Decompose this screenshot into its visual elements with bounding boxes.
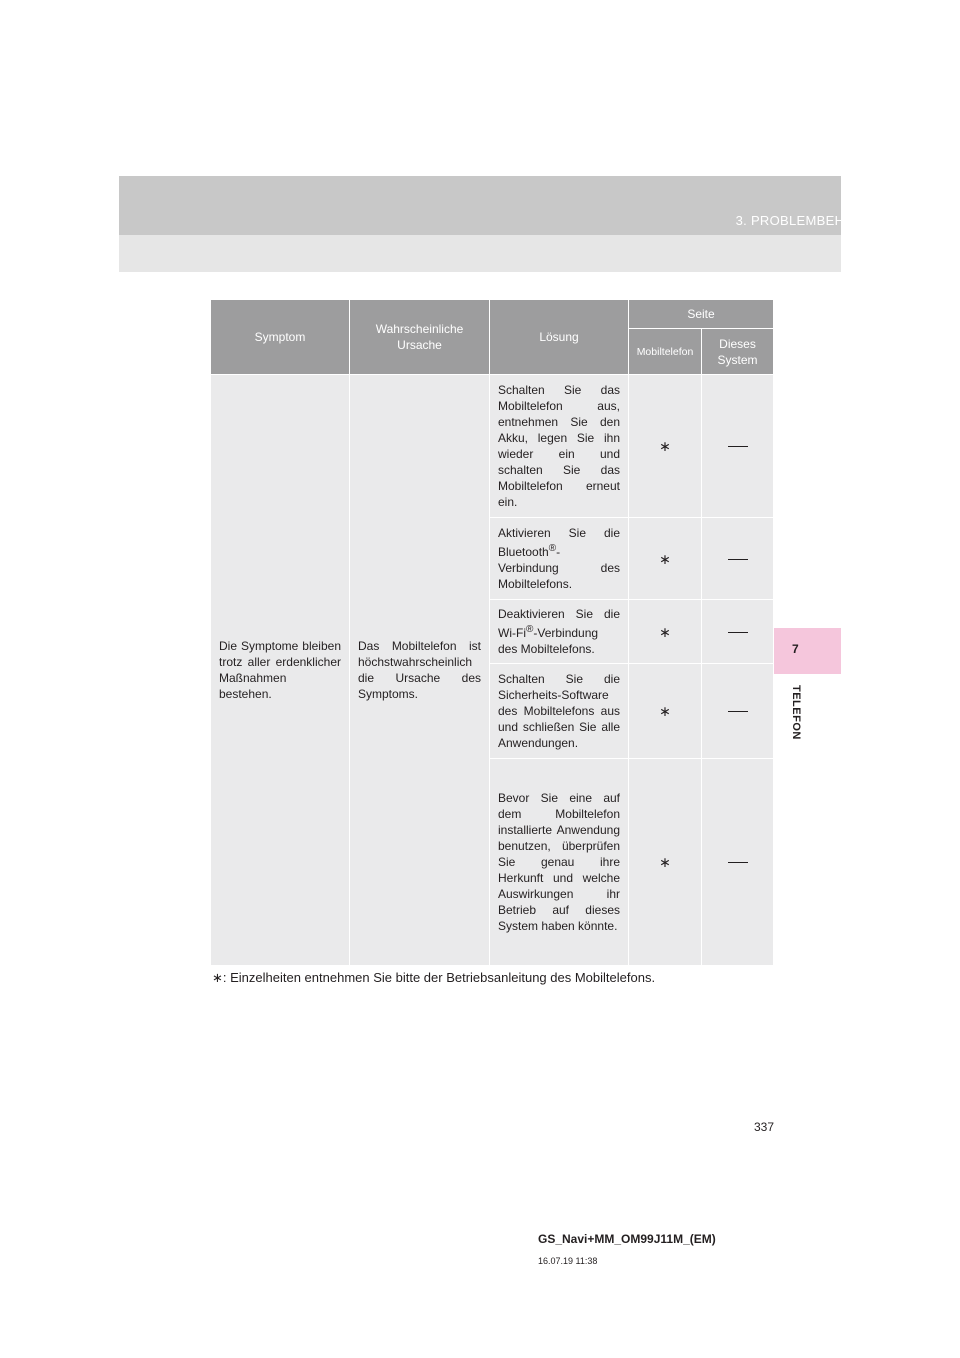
registered-mark: ® [525, 624, 534, 635]
dash-mark [728, 711, 748, 712]
solution-cell [490, 600, 629, 664]
solution-text: Aktivieren Sie die Bluetooth [498, 526, 620, 559]
chapter-label: TELEFON [790, 685, 802, 740]
page-system-cell [702, 759, 774, 966]
solution-text: -Verbindung des Mobiltelefons. [498, 626, 599, 656]
page-system-cell [702, 375, 774, 518]
solution-cell: Schalten Sie das Mobiltelefon aus, entnehmen Sie den Akku, legen Sie ihn wieder ein und schalten Sie das Mobiltelefon erneut ein. [490, 375, 629, 518]
dash-mark [728, 632, 748, 633]
solution-cell: Bevor Sie eine auf dem Mobiltelefon installierte Anwendung benutzen, überprüfen Sie genau ihre Herkunft und welche Auswirkungen ihr Betrieb auf dieses System haben könnte. [490, 759, 629, 966]
page-phone-cell: ∗ [629, 518, 702, 600]
symptom-cell: Die Symptome bleiben trotz aller erdenklicher Maßnahmen bestehen. [211, 375, 350, 966]
chapter-number: 7 [792, 642, 799, 656]
footnote: ∗: Einzelheiten entnehmen Sie bitte der Betriebsanleitung des Mobiltelefons. [212, 970, 656, 985]
header-bar [119, 176, 841, 235]
header-cause: Wahrscheinliche Ursache [350, 300, 490, 375]
dash-mark [728, 559, 748, 560]
page-phone-cell: ∗ [629, 759, 702, 966]
dash-mark [728, 446, 748, 447]
solution-cell [490, 518, 629, 600]
footer-document-code: GS_Navi+MM_OM99J11M_(EM) [538, 1232, 716, 1246]
header-page-system: Dieses System [702, 329, 774, 375]
chapter-tab [773, 628, 841, 674]
solution-text: -Verbindung des Mobiltelefons. [498, 545, 620, 591]
header-page-phone: Mobiltelefon [629, 329, 702, 375]
page-system-cell [702, 600, 774, 664]
solution-cell: Schalten Sie die Sicherheits-Software des Mobiltelefons aus und schließen Sie alle Anwendungen. [490, 664, 629, 759]
page-phone-cell: ∗ [629, 600, 702, 664]
page-phone-cell: ∗ [629, 664, 702, 759]
header-solution: Lösung [490, 300, 629, 375]
footer-timestamp: 16.07.19 11:38 [538, 1256, 598, 1266]
dash-mark [728, 862, 748, 863]
table-row [211, 375, 774, 518]
page-system-cell [702, 664, 774, 759]
header-page: Seite [629, 300, 774, 329]
header-symptom: Symptom [211, 300, 350, 375]
header-subbar [119, 235, 841, 272]
page-system-cell [702, 518, 774, 600]
section-title: 3. PROBLEMBEHEBUNG [735, 213, 892, 228]
troubleshooting-table [210, 299, 774, 966]
solution-text: Deaktivieren Sie die Wi-Fi [498, 607, 620, 640]
page-phone-cell: ∗ [629, 375, 702, 518]
registered-mark: ® [548, 543, 557, 554]
page-number: 337 [753, 1120, 774, 1134]
cause-cell: Das Mobiltelefon ist höchstwahrscheinlich die Ursache des Symptoms. [350, 375, 490, 966]
